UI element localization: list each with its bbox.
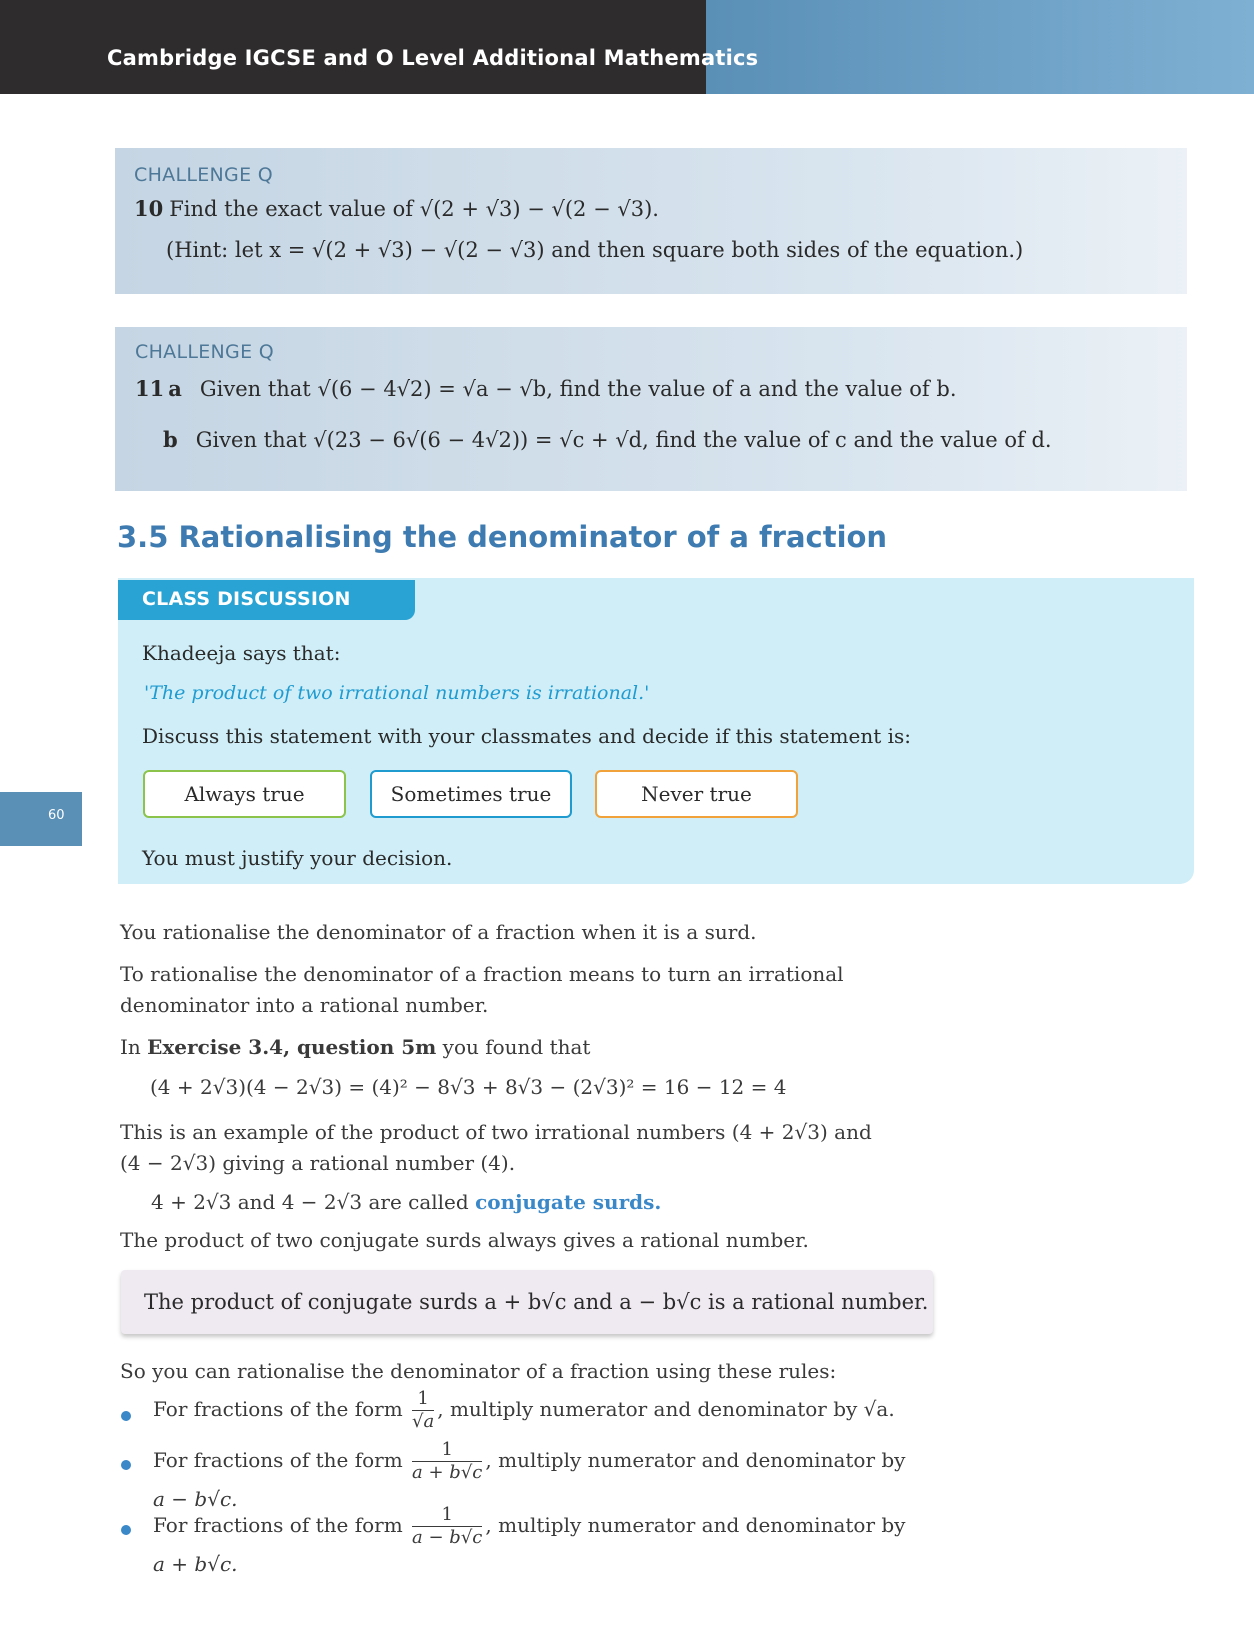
paragraph-3: [120, 1035, 590, 1059]
rule-3-prefix: For fractions of the form: [153, 1513, 410, 1537]
exercise-reference: Exercise 3.4, question 5m: [147, 1035, 437, 1059]
paragraph-5-prefix: 4 + 2√3 and 4 − 2√3 are called: [151, 1190, 476, 1214]
rule-3-numerator: 1: [412, 1506, 482, 1527]
section-title: 3.5 Rationalising the denominator of a fraction: [117, 520, 888, 554]
option-sometimes-true: Sometimes true: [370, 770, 572, 818]
rule-3: [153, 1506, 905, 1547]
discussion-intro: Khadeeja says that:: [142, 641, 341, 665]
question-number: 10: [134, 196, 164, 221]
bullet-icon: [121, 1525, 131, 1535]
hint-expression: x = √(2 + √3) − √(2 − √3): [269, 238, 545, 262]
rule-2: [153, 1441, 905, 1482]
part-a-expression: √(6 − 4√2) = √a − √b,: [317, 377, 553, 401]
question-11b: [163, 427, 1052, 452]
header-accent: [706, 0, 1254, 94]
class-discussion-label: CLASS DISCUSSION: [142, 588, 351, 610]
question-10-hint: [166, 238, 1023, 262]
rule-2-numerator: 1: [412, 1441, 482, 1462]
discussion-closing: You must justify your decision.: [142, 846, 453, 870]
paragraph-1: You rationalise the denominator of a fraction when it is a surd.: [120, 920, 757, 944]
bullet-icon: [121, 1411, 131, 1421]
rule-2-prefix: For fractions of the form: [153, 1448, 410, 1472]
rule-1: [153, 1390, 895, 1431]
worked-equation: (4 + 2√3)(4 − 2√3) = (4)² − 8√3 + 8√3 − (2√3)² = 16 − 12 = 4: [150, 1075, 787, 1099]
hint-prefix: (Hint: let: [166, 238, 270, 262]
paragraph-4-line-2: (4 − 2√3) giving a rational number (4).: [120, 1151, 516, 1175]
part-a-suffix: find the value of a and the value of b.: [552, 377, 957, 401]
rule-3-denominator: a − b√c: [412, 1527, 483, 1548]
rule-2-suffix: , multiply numerator and denominator by: [485, 1448, 906, 1472]
key-term-conjugate-surds: conjugate surds.: [475, 1190, 662, 1214]
rule-1-denominator: √a: [412, 1411, 435, 1432]
challenge-heading: CHALLENGE Q: [135, 341, 274, 363]
paragraph-4-line-1: This is an example of the product of two irrational numbers (4 + 2√3) and: [120, 1120, 872, 1144]
discussion-quote: 'The product of two irrational numbers is irrational.': [144, 682, 650, 704]
page-number: 60: [48, 808, 65, 823]
class-discussion-tab: [118, 580, 415, 620]
part-label-a: a: [168, 376, 182, 401]
rule-3-fraction: [412, 1506, 482, 1547]
paragraph-3-prefix: In: [120, 1035, 148, 1059]
question-expression: √(2 + √3) − √(2 − √3).: [419, 197, 659, 221]
paragraph-2-line-1: To rationalise the denominator of a fraction means to turn an irrational: [120, 962, 844, 986]
part-b-expression: √(23 − 6√(6 − 4√2)) = √c + √d,: [313, 428, 649, 452]
page-number-tab: [0, 792, 82, 846]
paragraph-3-suffix: you found that: [436, 1035, 591, 1059]
rule-2-continuation: a − b√c.: [153, 1487, 238, 1511]
part-a-prefix: Given that: [199, 377, 318, 401]
question-number: 11: [135, 376, 165, 401]
key-point-box: [121, 1270, 933, 1334]
rule-1-numerator: 1: [412, 1390, 434, 1411]
rule-1-suffix: , multiply numerator and denominator by √a.: [437, 1397, 895, 1421]
part-b-prefix: Given that: [195, 428, 314, 452]
bullet-icon: [121, 1460, 131, 1470]
challenge-heading: CHALLENGE Q: [134, 164, 273, 186]
paragraph-2-line-2: denominator into a rational number.: [120, 993, 489, 1017]
key-point-text: The product of conjugate surds a + b√c and a − b√c is a rational number.: [144, 1290, 929, 1314]
part-b-suffix: find the value of c and the value of d.: [648, 428, 1052, 452]
rule-3-suffix: , multiply numerator and denominator by: [485, 1513, 906, 1537]
rule-3-continuation: a + b√c.: [153, 1552, 238, 1576]
rule-1-fraction: [412, 1390, 434, 1431]
question-11a: [135, 376, 957, 401]
rule-2-denominator: a + b√c: [412, 1462, 483, 1483]
rules-intro: So you can rationalise the denominator of a fraction using these rules:: [120, 1359, 837, 1383]
option-never-true: Never true: [595, 770, 798, 818]
hint-suffix: and then square both sides of the equation.): [544, 238, 1024, 262]
challenge-box-1: [115, 148, 1187, 294]
question-10: [134, 196, 659, 221]
book-title: Cambridge IGCSE and O Level Additional Mathematics: [107, 46, 759, 70]
question-text: Find the exact value of: [169, 197, 420, 221]
rule-1-prefix: For fractions of the form: [153, 1397, 410, 1421]
paragraph-6: The product of two conjugate surds always gives a rational number.: [120, 1228, 809, 1252]
part-label-b: b: [163, 427, 178, 452]
paragraph-5: [151, 1190, 661, 1214]
option-always-true: Always true: [143, 770, 346, 818]
challenge-box-2: [115, 327, 1187, 491]
rule-2-fraction: [412, 1441, 482, 1482]
discussion-prompt: Discuss this statement with your classmates and decide if this statement is:: [142, 724, 911, 748]
